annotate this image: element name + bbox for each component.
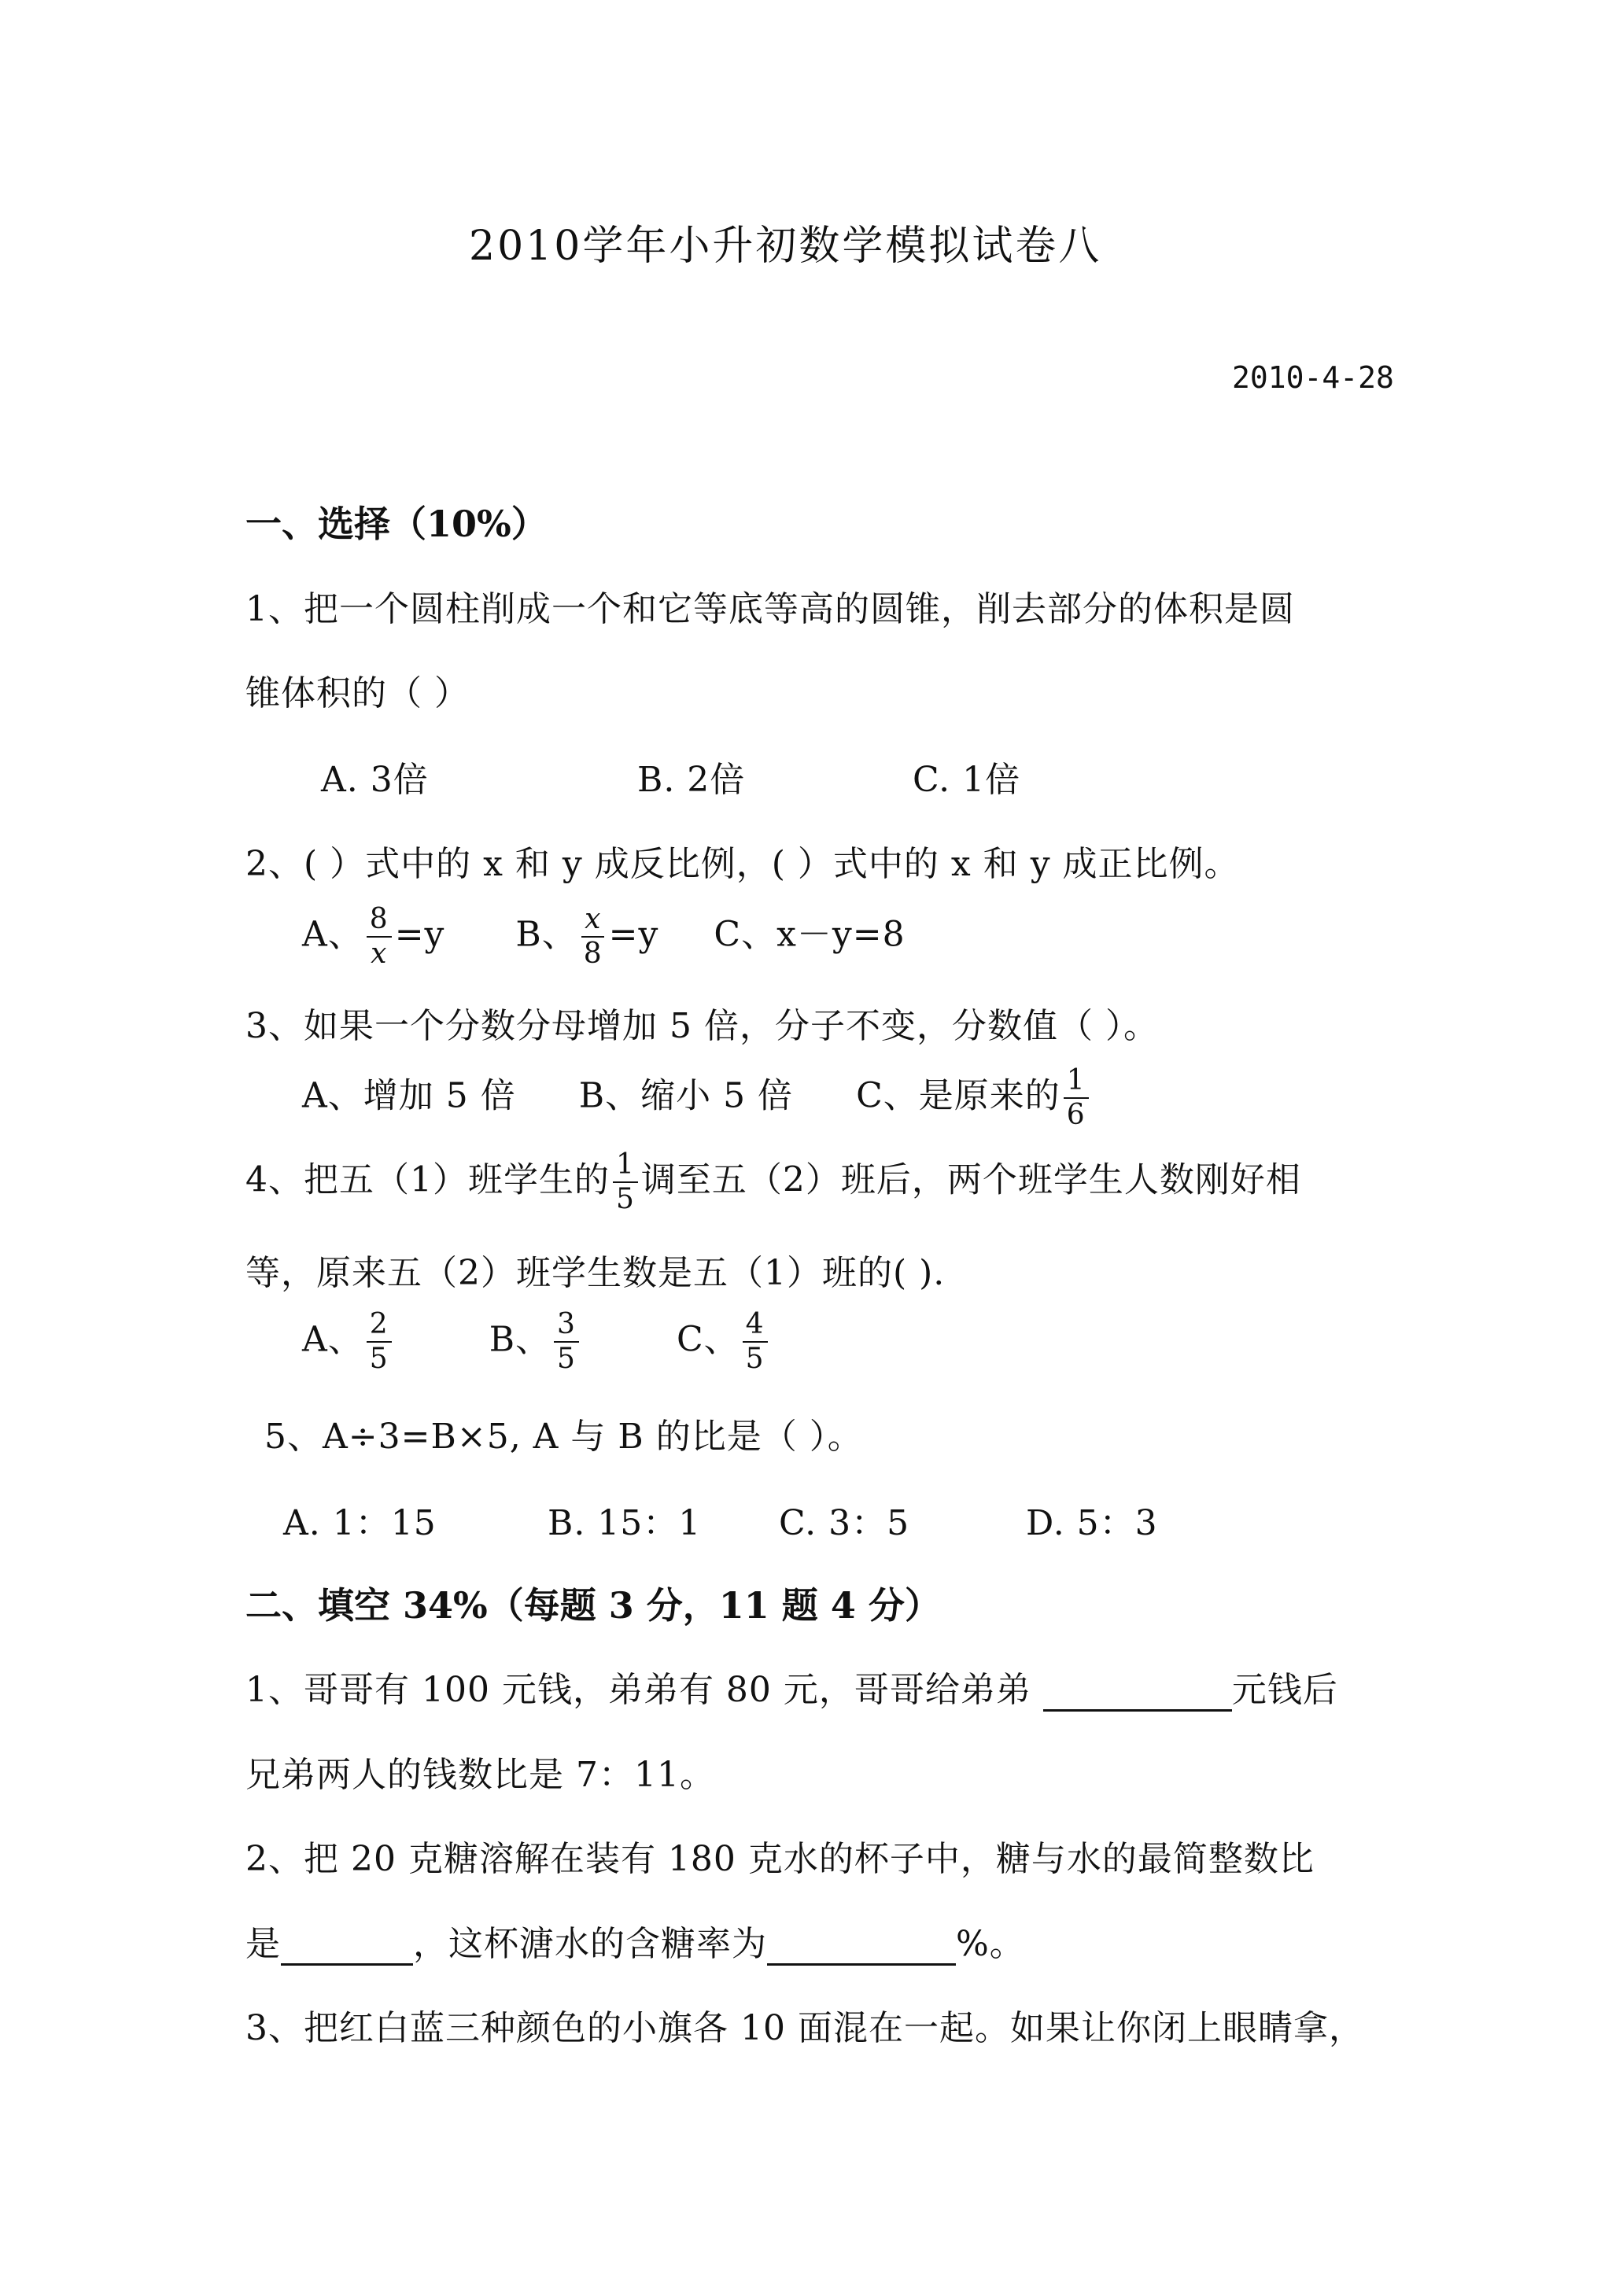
question-1-5-option-b: B. 15：1 (548, 1503, 702, 1543)
fraction-numerator: 8 (367, 905, 392, 938)
question-1-5-text: 5、A÷3=B×5, A 与 B 的比是（ ）。 (264, 1417, 863, 1457)
q3-option-b: B、缩小 5 倍 (578, 1075, 794, 1116)
question-1-1-option-c: C. 1倍 (913, 760, 1021, 800)
question-1-1-option-b: B. 2倍 (637, 760, 746, 800)
q4-line1-prefix: 4、把五（1）班学生的 (245, 1159, 610, 1200)
q4-option-c-label: C、 (676, 1319, 740, 1360)
q2-option-a-label: A、 (302, 914, 363, 955)
fraction-denominator: 8 (583, 937, 603, 970)
fraction-denominator: 5 (616, 1182, 635, 1215)
question-1-1-line2: 锥体积的（ ） (245, 673, 470, 713)
fraction (367, 905, 392, 969)
fraction (1064, 1066, 1089, 1130)
question-1-4-line2: 等，原来五（2）班学生数是五（1）班的( ). (245, 1253, 946, 1293)
q3-option-c-label: C、是原来的 (856, 1075, 1060, 1116)
q2-2-line2-prefix: 是 (245, 1924, 281, 1964)
fraction-numerator: 1 (1064, 1066, 1089, 1099)
fraction-denominator: x (371, 937, 388, 970)
question-1-5-option-a: A. 1：15 (283, 1503, 437, 1543)
fraction (581, 905, 606, 969)
fraction-denominator: 6 (1066, 1098, 1086, 1131)
q2-option-a-suffix: =y (394, 914, 445, 955)
question-1-1-option-a: A. 3倍 (321, 760, 429, 800)
q2-option-b-suffix: =y (608, 914, 659, 955)
question-2-1-line1 (245, 1661, 1338, 1712)
fraction-numerator: 2 (367, 1310, 392, 1343)
fraction (743, 1310, 768, 1374)
q4-option-b-label: B、 (489, 1319, 551, 1360)
question-1-4-options (302, 1310, 771, 1374)
question-1-5-option-d: D. 5：3 (1026, 1503, 1158, 1543)
question-1-1-line1: 1、把一个圆柱削成一个和它等底等高的圆锥，削去部分的体积是圆 (245, 589, 1295, 629)
answer-blank[interactable] (1043, 1678, 1232, 1712)
fraction-denominator: 5 (557, 1342, 576, 1375)
q2-1-line1-prefix: 1、哥哥有 100 元钱，弟弟有 80 元，哥哥给弟弟 (245, 1670, 1043, 1710)
document-date: 2010-4-28 (1232, 360, 1394, 395)
fraction-numerator: x (581, 905, 604, 938)
question-1-2-text: 2、( ）式中的 x 和 y 成反比例，( ）式中的 x 和 y 成正比例。 (245, 844, 1240, 884)
fraction-denominator: 5 (745, 1342, 765, 1375)
question-2-2-line1: 2、把 20 克糖溶解在装有 180 克水的杯子中，糖与水的最简整数比 (245, 1839, 1315, 1879)
fraction-denominator: 5 (369, 1342, 389, 1375)
fraction-numerator: 3 (554, 1310, 579, 1343)
question-2-2-line2 (245, 1915, 1025, 1966)
fraction (367, 1310, 392, 1374)
question-1-3-options (302, 1066, 1092, 1130)
answer-blank[interactable] (281, 1932, 413, 1966)
question-1-4-line1 (245, 1150, 1301, 1214)
q4-option-a-label: A、 (302, 1319, 363, 1360)
section-1-heading: 一、选择（10%） (245, 503, 548, 545)
q4-line1-suffix: 调至五（2）班后，两个班学生人数刚好相 (640, 1159, 1301, 1200)
fraction (554, 1310, 579, 1374)
question-2-1-line2: 兄弟两人的钱数比是 7：11。 (245, 1755, 715, 1795)
q2-option-b-label: B、 (515, 914, 577, 955)
q2-2-line2-suffix: %。 (956, 1924, 1025, 1964)
section-2-heading: 二、填空 34%（每题 3 分，11 题 4 分） (245, 1584, 941, 1627)
fraction-numerator: 1 (613, 1150, 638, 1183)
answer-blank[interactable] (767, 1932, 956, 1966)
q3-option-a: A、增加 5 倍 (302, 1075, 516, 1116)
q2-1-line1-suffix: 元钱后 (1231, 1670, 1338, 1710)
fraction-numerator: 4 (743, 1310, 768, 1343)
question-1-5-option-c: C. 3：5 (779, 1503, 910, 1543)
q2-option-c: C、x－y=8 (714, 914, 906, 955)
q2-2-line2-mid: ，这杯溏水的含糖率为 (413, 1924, 767, 1964)
document-title: 2010学年小升初数学模拟试卷八 (469, 223, 1102, 270)
question-1-3-text: 3、如果一个分数分母增加 5 倍，分子不变，分数值（ ）。 (245, 1006, 1159, 1046)
question-2-3-line1: 3、把红白蓝三种颜色的小旗各 10 面混在一起。如果让你闭上眼睛拿， (245, 2008, 1364, 2048)
fraction (613, 1150, 638, 1214)
question-1-2-options (302, 905, 906, 969)
